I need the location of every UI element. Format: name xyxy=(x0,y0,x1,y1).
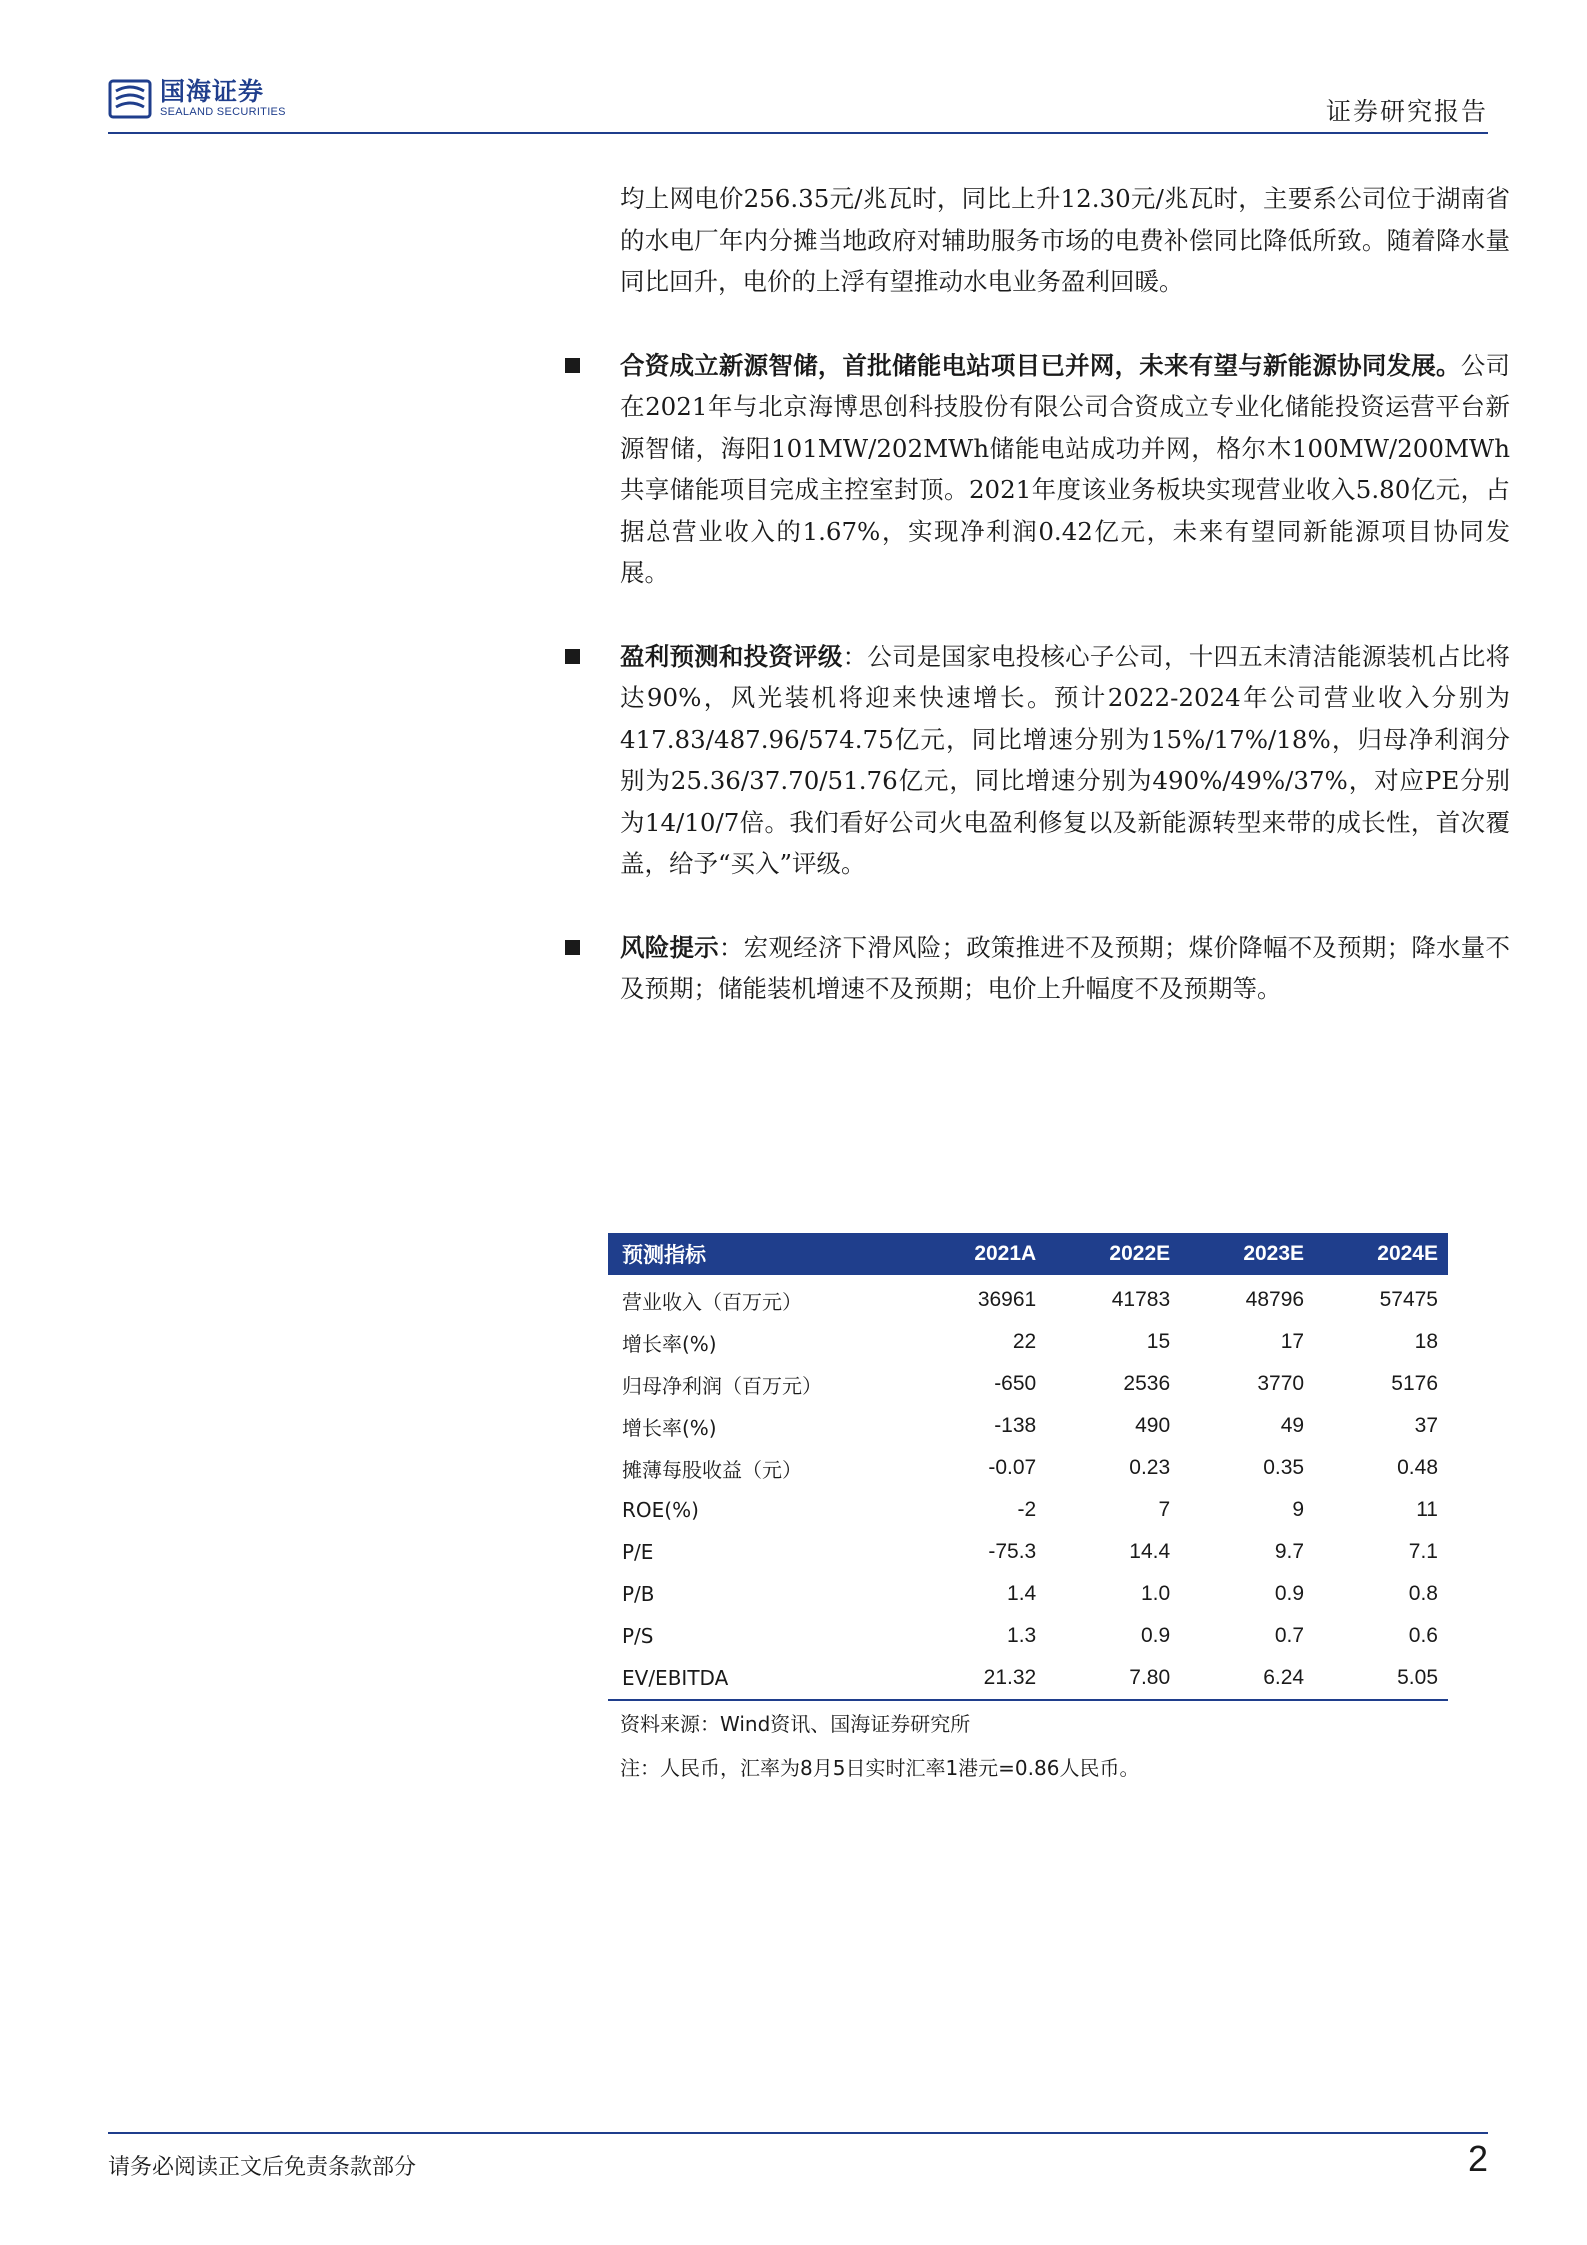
table-header-cell: 2021A xyxy=(910,1233,1046,1275)
table-cell: 9.7 xyxy=(1274,1540,1305,1563)
table-cell: 0.48 xyxy=(1397,1456,1438,1479)
table-cell: 48796 xyxy=(1245,1288,1305,1311)
table-cell: 2536 xyxy=(1123,1372,1171,1395)
table-cell: 0.7 xyxy=(1274,1624,1305,1647)
bullet-risk xyxy=(620,927,1510,1010)
table-cell: 7.1 xyxy=(1408,1540,1438,1563)
table-cell: 0.9 xyxy=(1274,1582,1305,1605)
table-cell: 3770 xyxy=(1257,1372,1305,1395)
table-row xyxy=(608,1657,1448,1700)
bullet-title: 盈利预测和投资评级 xyxy=(620,641,843,671)
data-source-note: 资料来源：Wind资讯、国海证券研究所 xyxy=(620,1712,971,1736)
bullet-square-icon xyxy=(565,649,580,664)
table-cell: 6.24 xyxy=(1180,1657,1314,1700)
table-row xyxy=(608,1573,1448,1615)
table-cell: -2 xyxy=(1017,1498,1037,1521)
table-cell: 营业收入（百万元） xyxy=(622,1289,802,1314)
bullet-forecast-rating xyxy=(620,636,1510,885)
table-cell: 1.0 xyxy=(1140,1582,1171,1605)
table-cell: P/E xyxy=(622,1540,654,1564)
table-cell: 增长率(%) xyxy=(622,1415,717,1440)
table-row xyxy=(608,1321,1448,1363)
footer-disclaimer: 请务必阅读正文后免责条款部分 xyxy=(108,2155,417,2180)
table-cell: 15 xyxy=(1146,1330,1171,1353)
table-header-cell: 2024E xyxy=(1314,1233,1448,1275)
table-cell: 490 xyxy=(1135,1414,1171,1437)
bullet-square-icon xyxy=(565,358,580,373)
table-cell: ROE(%) xyxy=(622,1498,699,1522)
table-cell: 22 xyxy=(1012,1330,1037,1353)
table-cell: 21.32 xyxy=(910,1657,1046,1700)
table-cell: 1.4 xyxy=(1007,1582,1037,1605)
table-cell: 7.80 xyxy=(1046,1657,1180,1700)
bullet-title: 合资成立新源智储，首批储能电站项目已并网，未来有望与新能源协同发展。 xyxy=(620,350,1461,380)
table-cell: 0.8 xyxy=(1408,1582,1438,1605)
table-cell: 摊薄每股收益（元） xyxy=(622,1457,802,1482)
table-row xyxy=(608,1531,1448,1573)
table-cell: 7 xyxy=(1158,1498,1171,1521)
table-cell: 增长率(%) xyxy=(622,1331,717,1356)
currency-note: 注：人民币，汇率为8月5日实时汇率1港元=0.86人民币。 xyxy=(620,1756,1140,1780)
table-row xyxy=(608,1363,1448,1405)
table-cell: P/S xyxy=(622,1624,654,1648)
table-row xyxy=(608,1405,1448,1447)
bullet-text: ：公司是国家电投核心子公司，十四五末清洁能源装机占比将达90%，风光装机将迎来快速增长。预计2022-2024年公司营业收入分别为417.83/487.96/574.75亿元，同比增速分别为15%/17%/18%，归母净利润分别为25.36/37.70/51.76亿元，同比增速分别为490%/49%/37%，对应PE分别为14/10/7倍。我们看好公司火电盈利修复以及新能源转型来带的成长性，首次覆盖，给予“买入”评级。 xyxy=(620,641,1511,878)
table-row xyxy=(608,1489,1448,1531)
table-cell: -650 xyxy=(994,1372,1037,1395)
page-number: 2 xyxy=(1467,2138,1488,2179)
bullet-text: ：宏观经济下滑风险；政策推进不及预期；煤价降幅不及预期；降水量不及预期；储能装机增速不及预期；电价上升幅度不及预期等。 xyxy=(620,932,1511,1003)
table-cell: -0.07 xyxy=(988,1456,1037,1479)
bullet-energy-storage xyxy=(620,345,1510,594)
table-notes xyxy=(620,1702,1139,1790)
report-type-label: 证券研究报告 xyxy=(1325,97,1488,126)
table-cell: -75.3 xyxy=(988,1540,1037,1563)
table-cell: EV/EBITDA xyxy=(608,1657,910,1700)
bullet-text: 公司在2021年与北京海博思创科技股份有限公司合资成立专业化储能投资运营平台新源智储，海阳101MW/202MWh储能电站成功并网，格尔木100MW/200MWh共享储能项目完成主控室封顶。2021年度该业务板块实现营业收入5.80亿元，占据总营业收入的1.67%，实现净利润0.42亿元，未来有望同新能源项目协同发展。 xyxy=(620,350,1511,587)
table-cell: 57475 xyxy=(1379,1288,1438,1311)
footer-divider xyxy=(108,2132,1488,2134)
paragraph-hydropower: 均上网电价256.35元/兆瓦时，同比上升12.30元/兆瓦时，主要系公司位于湖南省的水电厂年内分摊当地政府对辅助服务市场的电费补偿同比降低所致。随着降水量同比回升，电价的上浮有望推动水电业务盈利回暖。 xyxy=(620,184,1510,296)
main-content xyxy=(620,178,1510,1010)
table-cell: 49 xyxy=(1280,1414,1305,1437)
forecast-table xyxy=(608,1233,1448,1701)
table-cell: 17 xyxy=(1280,1330,1305,1353)
table-cell: 9 xyxy=(1292,1498,1305,1521)
company-logo xyxy=(108,78,286,119)
table-cell: P/B xyxy=(622,1582,655,1606)
header-divider xyxy=(108,132,1488,134)
table-header-cell: 预测指标 xyxy=(608,1233,910,1275)
table-cell: 41783 xyxy=(1111,1288,1171,1311)
table-cell: 18 xyxy=(1414,1330,1438,1353)
table-cell: 11 xyxy=(1416,1498,1438,1521)
table-cell: 37 xyxy=(1414,1414,1438,1437)
table-cell: 归母净利润（百万元） xyxy=(622,1373,822,1398)
table-cell: 0.9 xyxy=(1140,1624,1171,1647)
bullet-square-icon xyxy=(565,940,580,955)
table-cell: 0.35 xyxy=(1263,1456,1305,1479)
bullet-title: 风险提示 xyxy=(620,932,719,962)
logo-english-name: SEALAND SECURITIES xyxy=(160,106,286,118)
table-cell: 36961 xyxy=(977,1288,1037,1311)
table-row xyxy=(608,1615,1448,1657)
table-header-cell: 2023E xyxy=(1180,1233,1314,1275)
table-cell: 0.23 xyxy=(1129,1456,1171,1479)
table-header-cell: 2022E xyxy=(1046,1233,1180,1275)
logo-chinese-name: 国海证券 xyxy=(160,77,265,106)
sealand-logo-icon xyxy=(108,79,152,119)
table-cell: 1.3 xyxy=(1007,1624,1037,1647)
table-cell: 14.4 xyxy=(1129,1540,1171,1563)
table-cell: 5.05 xyxy=(1314,1657,1448,1700)
table-header-row xyxy=(608,1233,1448,1275)
table-cell: 5176 xyxy=(1391,1372,1438,1395)
table-cell: -138 xyxy=(994,1414,1037,1437)
table-cell: 0.6 xyxy=(1408,1624,1438,1647)
page-header xyxy=(108,70,1488,132)
table-row xyxy=(608,1275,1448,1321)
table-row xyxy=(608,1447,1448,1489)
